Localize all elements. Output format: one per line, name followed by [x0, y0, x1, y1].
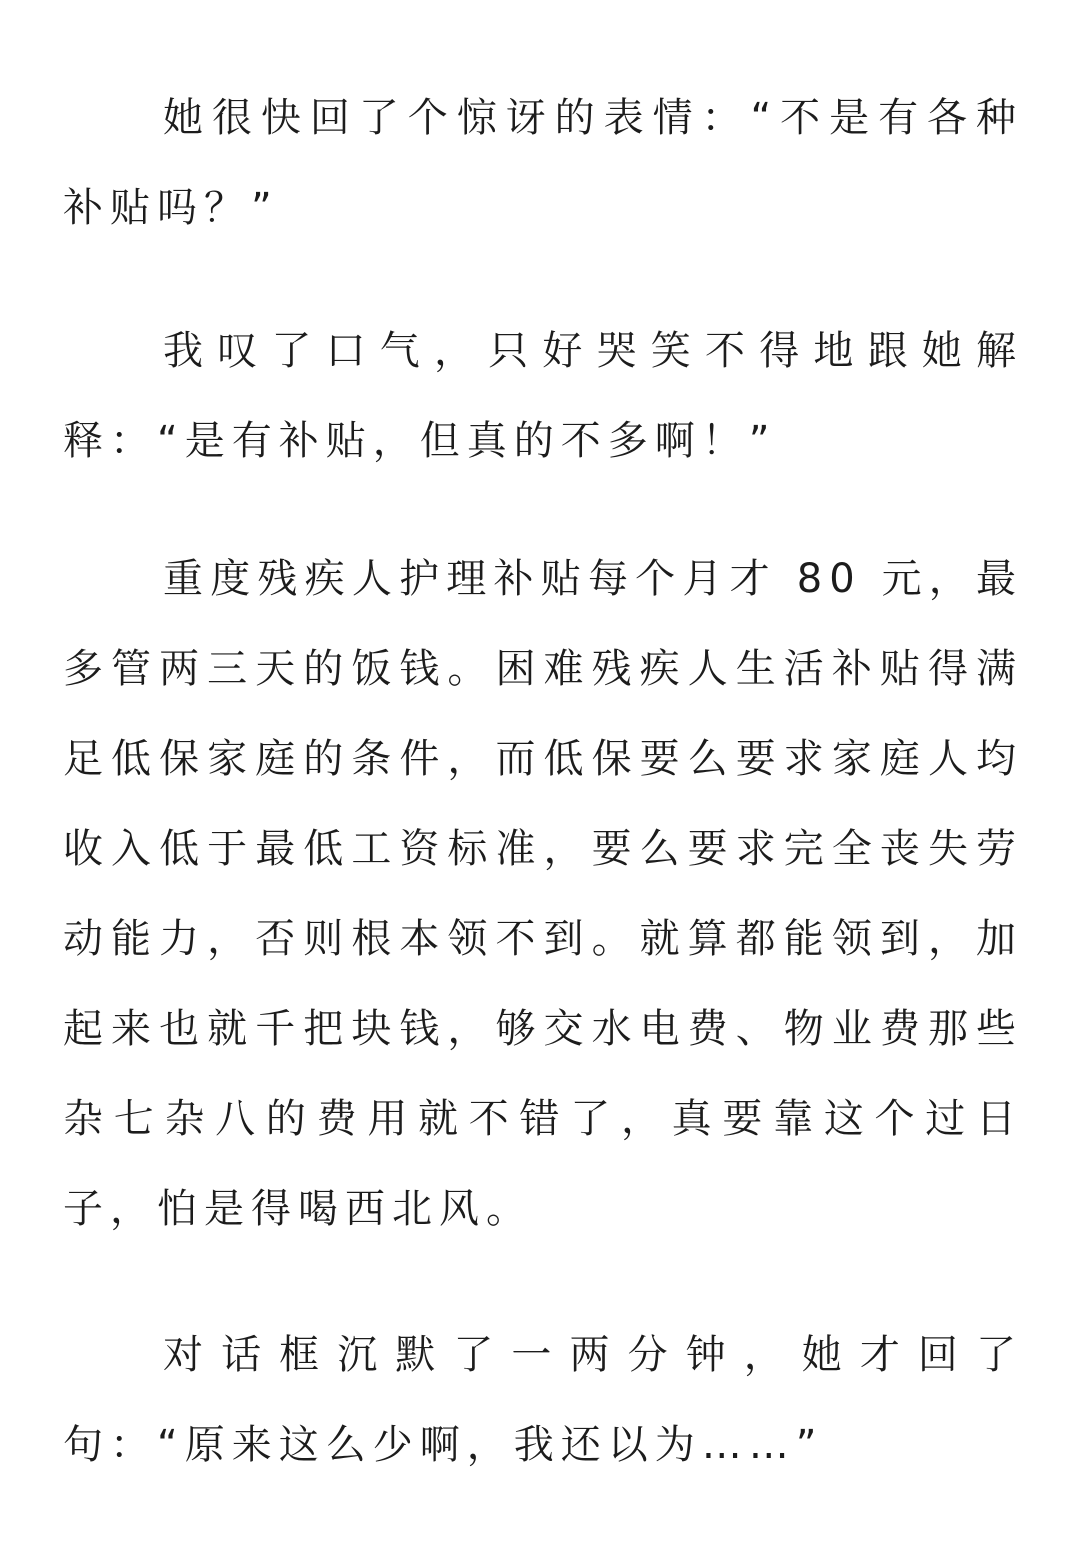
article-paragraph: 我叹了口气，只好哭笑不得地跟她解释：“是有补贴，但真的不多啊！”: [63, 328, 1023, 464]
article-paragraph: 她很快回了个惊讶的表情：“不是有各种补贴吗？”: [63, 95, 1023, 231]
article-paragraph: 对话框沉默了一两分钟，她才回了句：“原来这么少啊，我还以为……”: [63, 1332, 1023, 1468]
article-paragraph: 重度残疾人护理补贴每个月才 80 元，最多管两三天的饭钱。困难残疾人生活补贴得满足低保家庭的条件，而低保要么要求家庭人均收入低于最低工资标准，要么要求完全丧失劳动能力，否则根本领不到。就算都能领到，加起来也就千把块钱，够交水电费、物业费那些杂七杂八的费用就不错了，真要靠这个过日子，怕是得喝西北风。: [63, 556, 1023, 1232]
